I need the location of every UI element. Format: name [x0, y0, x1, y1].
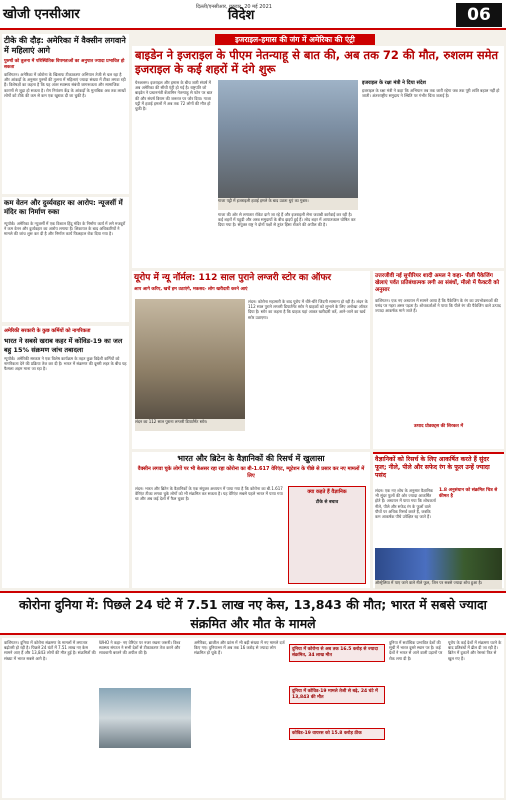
story-headline: वैज्ञानिकों को रिसर्च के लिए आकर्षित करते हैं सुंदर फूल; नीले, पीले और सफेद रंग के फूल उन्हें ज्यादा पसंद [375, 456, 490, 479]
flower-photo [375, 548, 502, 580]
main-headline: बाइडेन ने इजराइल के पीएम नेतन्याहू से बात की, अब तक 72 की मौत, रुशलम समेत इजराइल के कई शहरों में दंगे शुरू [135, 48, 499, 76]
story-body: न्यूयॉर्क। अमेरिकी सरकार ने एक विशेष कार्यक्रम के तहत कुछ विदेशी कर्मियों को नागरिकता देने की प्रक्रिया तेज कर दी है। भारत में संक्रमण की दूसरी लहर के बीच यह फैसला अहम माना जा रहा है। [4, 356, 127, 372]
main-side-subhead: इजराइल के रक्षा मंत्री ने दिया संदेश [362, 80, 426, 86]
issue-date: दिल्ली/एनसीआर, गुरुवार, 20 मई 2021 [196, 4, 272, 10]
story-body: वाशिंगटन। अमेरिका में कोरोना के खिलाफ टीकाकरण अभियान तेजी से चल रहा है और आंकड़ों के अनुसार पुरुषों की तुलना में महिलाएं ज्यादा संख्या में टीका लगवा रही हैं। विशेषज्ञों का कहना है कि यह अंतर स्वास्थ्य संबंधी जागरूकता और सामाजिक कारणों से जुड़ा हो सकता है। रोग नियंत्रण केंद्र के आंकड़ों के मुताबिक अब तक लाखों लोगों को टीके की कम से कम एक खुराक दी जा चुकी है। [4, 72, 126, 98]
bottom-photo [99, 688, 191, 748]
packaging-story [373, 271, 504, 449]
story-body: लंदन। एक नए शोध के अनुसार वैज्ञानिक भी सुंदर फूलों की ओर ज्यादा आकर्षित होते हैं। अध्ययन में पाया गया कि शोधकर्ता नीले, पीले और सफेद रंग के फूलों वाले पौधों पर अधिक रिसर्च करते हैं, जबकि कम आकर्षक पौधे उपेक्षित रह जाते हैं। [375, 488, 436, 520]
banner-headline: कोरोना दुनिया में: पिछले 24 घंटे में 7.51 लाख नए केस, 13,843 की मौत; भारत में सबसे ज्यादा संक्रमित और मौत के मामले [19, 597, 487, 631]
story-headline: भारत और ब्रिटेन के वैज्ञानिकों की रिसर्च में खुलासा [177, 454, 325, 463]
main-story [132, 46, 504, 268]
story-headline: यूरोप में न्यू नॉर्मल: 112 साल पुराने लग्जरी स्टोर का ऑफर [134, 273, 332, 283]
story-deck: वैक्सीन लगवा चुके लोगों पर भी बेअसर रहा रहा कोरोना का बी-1.617 वेरिएंट, म्यूटेशन के पीछे से प्रसार कर नए मामलों में लिए [137, 466, 365, 479]
info-box-subtitle: टीके से बचाव [315, 500, 339, 505]
highlight-box-1: दुनिया में कोरोना से अब तक 16.5 करोड़ से ज्यादा संक्रमित, 34 लाख मौत [289, 644, 385, 662]
covid-story-body [2, 638, 504, 798]
bottom-col2: WHO ने कहा- नए वेरिएंट पर नजर रखना जरूरी। विश्व स्वास्थ्य संगठन ने सभी देशों से टीकाकरण तेज करने और सावधानी बरतने की अपील की है। [99, 640, 181, 656]
bottom-col1: वाशिंगटन। दुनिया में कोरोना संक्रमण के मामलों में लगातार बढ़ोतरी हो रही है। पिछले 24 घंटों में 7.51 लाख नए केस सामने आए हैं और 13,843 लोगों की मौत हुई है। संक्रमितों की संख्या में भारत सबसे आगे है। [4, 640, 96, 661]
left-top-story [2, 34, 129, 194]
highlight-box-3: कोविड-19 वायरस को 15.8 करोड़ ठीक [289, 728, 385, 740]
photo-caption: ऑस्ट्रेलिया में पाए जाने वाले नीले फूल, जिन पर सबसे ज्यादा शोध हुआ है। [375, 580, 502, 589]
story-body: न्यूयॉर्क। अमेरिका के न्यूजर्सी में एक विशाल हिंदू मंदिर के निर्माण कार्य में लगे मजदूरों ने कम वेतन और दुर्व्यवहार का आरोप लगाया है। शिकायत के बाद अधिकारियों ने मामले की जांच शुरू कर दी है और निर्माण कार्य फिलहाल रोक दिया गया है। [4, 221, 126, 237]
photo-caption: लंदन का 112 साल पुराना लग्जरी डिपार्टमेंट स्टोर। [135, 419, 245, 431]
info-box-title: क्या कहते हैं वैज्ञानिक [307, 489, 347, 495]
side-head: 1.8 अनुसंधान को संक्रमित चित्र से कीमत है [439, 488, 498, 499]
masthead [0, 0, 506, 30]
story-headline: भारत ने सबसे खराब कहर में कोविड-19 का जल बहु 15% संक्रमण जांच तबादला [4, 337, 123, 354]
story-headline: कम वेतन और दुर्व्यवहार का आरोप: न्यूजर्सी में मंदिर का निर्माण रुका [4, 199, 123, 216]
story-deck: पुरुषों को तुलना में परिस्थितिक विपमताओं का अनुपात ज्यादा प्रभावित हो सकता [4, 59, 125, 70]
story-body: वाशिंगटन। एक नए अध्ययन में सामने आया है कि पैकेजिंग के रंग का उपभोक्ताओं की पसंद पर गहरा असर पड़ता है। शोधकर्ताओं ने पाया कि पीले रंग की पैकेजिंग वाले उत्पाद ज्यादा आकर्षक माने जाते हैं। [375, 298, 501, 314]
highlight-box-2: दुनिया में कोविड-19 मामले तेजी से बढ़े, 24 घंटे में 13,843 की मौत [289, 686, 385, 704]
bottom-col5: यूरोप के कई देशों में संक्रमण घटने के बाद प्रतिबंधों में ढील दी जा रही है। ब्रिटेन में दुकानें और रेस्तरां फिर से खुल गए हैं। [448, 640, 502, 661]
main-body-col2: गाजा की ओर से लगातार रॉकेट दागे जा रहे हैं और इजराइली सेना जवाबी कार्रवाई कर रही है। कई शहरों में यहूदी और अरब समुदायों के बीच झड़पें हुई हैं। लोद शहर में आपातकाल घोषित कर दिया गया है। संयुक्त राष्ट्र ने दोनों पक्षों से तुरंत हिंसा रोकने की अपील की है। [218, 212, 356, 228]
photo-caption: गाजा पट्टी में इजराइली हवाई हमले के बाद उठता धुएं का गुबार। [218, 198, 358, 210]
europe-store-story [132, 271, 370, 449]
story-footer: उत्पाद प्रोडक्ट्स की शिरकत में [413, 424, 464, 429]
newspaper-logo: खोजी एनसीआर [3, 7, 80, 22]
vaccine-variant-story [132, 452, 370, 588]
main-kicker: इजराइल-हमास की जंग में अमेरिका की एंट्री [215, 34, 375, 45]
story-headline: टीके की दौड़: अमेरिका में वैक्सीन लगवाने में महिलाएं आगे [4, 36, 126, 55]
left-mid-story [2, 197, 129, 322]
main-body-col3: इजराइल के रक्षा मंत्री ने कहा कि अभियान तब तक जारी रहेगा जब तक पूरी शांति बहाल नहीं हो जाती। अंतरराष्ट्रीय समुदाय ने स्थिति पर गंभीर चिंता जताई है। [362, 88, 500, 99]
info-box [288, 486, 366, 584]
covid-banner [0, 591, 506, 635]
left-bottom-story [2, 326, 129, 588]
story-deck: आप आगे करिए, खर्चे हम उठाएंगे, मकसद- लोग खरीदारी करने आएं [134, 287, 248, 292]
story-kicker: अमेरिकी सरकारी के कुछ कर्मियों को नागरिकता [4, 328, 91, 334]
bottom-col3: अमेरिका, ब्राजील और फ्रांस में भी बड़ी संख्या में नए मामले दर्ज किए गए। दुनियाभर में अब तक 16 करोड़ से ज्यादा लोग संक्रमित हो चुके हैं। [194, 640, 285, 656]
story-body: लंदन। कोरोना महामारी के बाद यूरोप में धीरे-धीरे जिंदगी सामान्य हो रही है। लंदन के 112 साल पुराने लग्जरी डिपार्टमेंट स्टोर ने ग्राहकों को लुभाने के लिए अनोखा ऑफर दिया है। स्टोर का कहना है कि ग्राहक यहां आकर खरीदारी करें, आने-जाने का खर्च स्टोर उठाएगा। [248, 299, 368, 320]
page-number: 06 [456, 3, 502, 27]
story-headline: उत्तरजीवी नई सुपीरियर शादी अमल ने कहा- पीली पैकेजिंग खेलाएं पर्वत प्रतिबंधात्मक लगी आ संबंधों, मीलो में फैक्टरी को अनुसार [375, 273, 500, 293]
main-photo [218, 80, 358, 198]
main-body-col1: येरुशलम। इजराइल और हमास के बीच जारी संघर्ष में अब अमेरिका की सीधी एंट्री हो गई है। राष्ट्रपति जो बाइडेन ने प्रधानमंत्री बेंजामिन नेतन्याहू से फोन पर बात की और संघर्ष विराम की जरूरत पर जोर दिया। गाजा पट्टी में हवाई हमलों में अब तक 72 लोगों की मौत हो चुकी है। [135, 80, 213, 112]
bottom-col4: दुनिया में सर्वाधिक प्रभावित देशों की सूची में भारत दूसरे स्थान पर है। कई देशों ने भारत से आने वाली उड़ानों पर रोक लगा दी है। [389, 640, 443, 661]
store-photo [135, 299, 245, 419]
story-body: लंदन। भारत और ब्रिटेन के वैज्ञानिकों के एक संयुक्त अध्ययन में पाया गया है कि कोरोना का बी.1.617 वेरिएंट टीका लगवा चुके लोगों को भी संक्रमित कर सकता है। यह वेरिएंट सबसे पहले भारत में पाया गया था और अब कई देशों में फैल चुका है। [135, 486, 283, 502]
section-title: विदेश [228, 8, 255, 23]
flower-research-story [373, 452, 504, 588]
